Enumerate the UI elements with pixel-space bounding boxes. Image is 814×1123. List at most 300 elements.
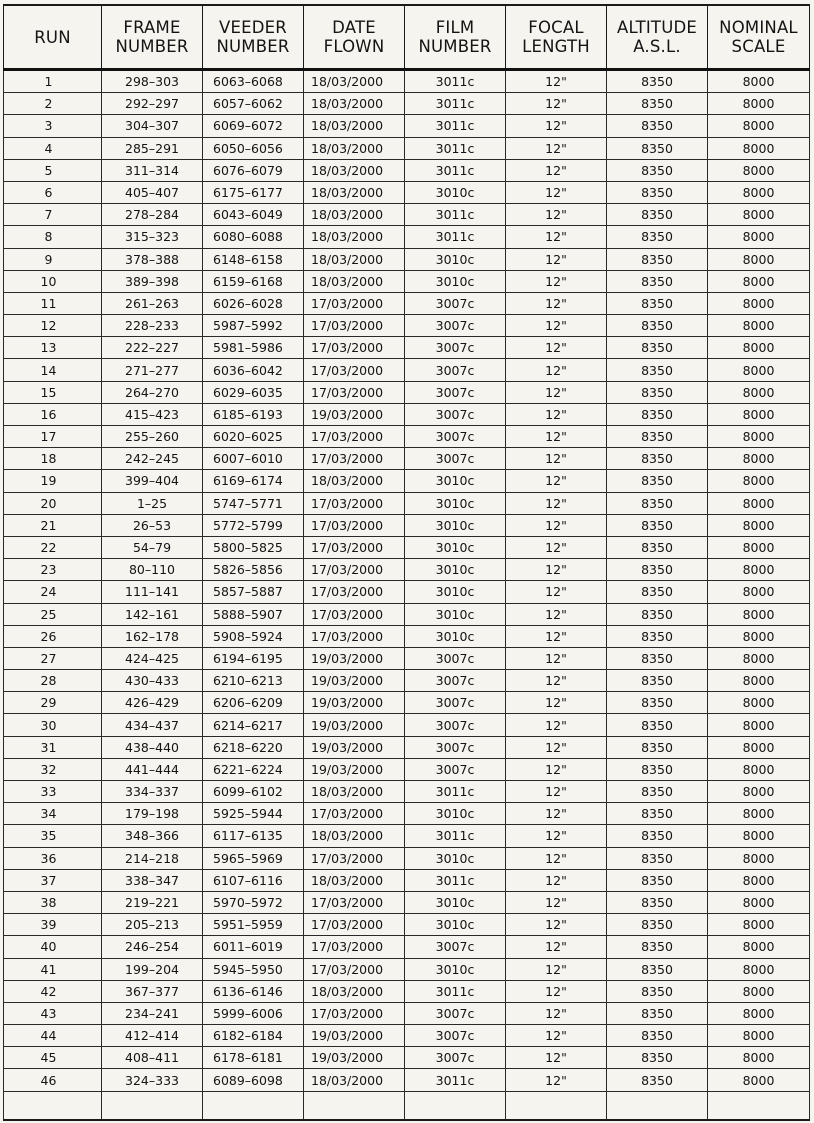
frame-cell: 434–437 <box>102 714 203 736</box>
focal-cell: 12" <box>506 936 607 958</box>
date-cell: 17/03/2000 <box>304 559 405 581</box>
altitude-cell: 8350 <box>607 181 708 203</box>
veeder-cell: 6036–6042 <box>203 359 304 381</box>
date-cell: 17/03/2000 <box>304 625 405 647</box>
frame-cell: 292–297 <box>102 93 203 115</box>
film-cell: 3011c <box>405 137 506 159</box>
table-row <box>4 914 810 936</box>
table-row <box>4 536 810 558</box>
date-cell: 17/03/2000 <box>304 292 405 314</box>
run-cell: 17 <box>4 426 102 448</box>
film-cell: 3010c <box>405 181 506 203</box>
altitude-cell: 8350 <box>607 337 708 359</box>
scale-cell: 8000 <box>708 736 810 758</box>
film-cell: 3011c <box>405 115 506 137</box>
run-cell: 43 <box>4 1002 102 1024</box>
frame-cell: 304–307 <box>102 115 203 137</box>
table-row <box>4 292 810 314</box>
table-row <box>4 936 810 958</box>
scale-cell: 8000 <box>708 559 810 581</box>
scale-cell: 8000 <box>708 670 810 692</box>
date-cell: 18/03/2000 <box>304 226 405 248</box>
film-cell: 3010c <box>405 536 506 558</box>
run-cell: 12 <box>4 315 102 337</box>
run-cell: 38 <box>4 891 102 913</box>
header-run: RUN <box>4 5 102 70</box>
veeder-cell: 5800–5825 <box>203 536 304 558</box>
table-row <box>4 736 810 758</box>
run-cell: 9 <box>4 248 102 270</box>
film-cell: 3007c <box>405 936 506 958</box>
scale-cell: 8000 <box>708 825 810 847</box>
focal-cell: 12" <box>506 359 607 381</box>
run-cell: 39 <box>4 914 102 936</box>
run-cell: 31 <box>4 736 102 758</box>
film-cell: 3011c <box>405 781 506 803</box>
film-cell: 3010c <box>405 470 506 492</box>
date-cell: 19/03/2000 <box>304 714 405 736</box>
date-cell: 19/03/2000 <box>304 758 405 780</box>
date-cell: 18/03/2000 <box>304 980 405 1002</box>
table-row <box>4 1047 810 1069</box>
veeder-cell: 6099–6102 <box>203 781 304 803</box>
focal-cell: 12" <box>506 781 607 803</box>
date-cell: 17/03/2000 <box>304 315 405 337</box>
focal-cell: 12" <box>506 736 607 758</box>
film-cell: 3007c <box>405 337 506 359</box>
film-cell: 3007c <box>405 647 506 669</box>
focal-cell: 12" <box>506 248 607 270</box>
film-cell: 3011c <box>405 204 506 226</box>
table-row <box>4 159 810 181</box>
film-cell: 3010c <box>405 803 506 825</box>
altitude-cell: 8350 <box>607 492 708 514</box>
frame-cell: 405–407 <box>102 181 203 203</box>
table-row <box>4 115 810 137</box>
scale-cell: 8000 <box>708 891 810 913</box>
altitude-cell: 8350 <box>607 315 708 337</box>
scale-cell: 8000 <box>708 781 810 803</box>
run-cell: 15 <box>4 381 102 403</box>
run-cell: 18 <box>4 448 102 470</box>
date-cell: 19/03/2000 <box>304 736 405 758</box>
film-cell: 3011c <box>405 159 506 181</box>
altitude-cell: 8350 <box>607 381 708 403</box>
altitude-cell: 8350 <box>607 559 708 581</box>
film-cell: 3007c <box>405 315 506 337</box>
film-cell: 3010c <box>405 559 506 581</box>
empty-cell <box>102 1091 203 1120</box>
focal-cell: 12" <box>506 758 607 780</box>
film-cell: 3007c <box>405 1047 506 1069</box>
scale-cell: 8000 <box>708 470 810 492</box>
scale-cell: 8000 <box>708 847 810 869</box>
header-nominal-scale: NOMINAL SCALE <box>708 5 810 70</box>
table-row <box>4 625 810 647</box>
veeder-cell: 5970–5972 <box>203 891 304 913</box>
veeder-cell: 6194–6195 <box>203 647 304 669</box>
veeder-cell: 6011–6019 <box>203 936 304 958</box>
altitude-cell: 8350 <box>607 70 708 93</box>
veeder-cell: 5999–6006 <box>203 1002 304 1024</box>
film-cell: 3011c <box>405 93 506 115</box>
veeder-cell: 6185–6193 <box>203 403 304 425</box>
date-cell: 17/03/2000 <box>304 1002 405 1024</box>
focal-cell: 12" <box>506 426 607 448</box>
scale-cell: 8000 <box>708 1069 810 1091</box>
date-cell: 19/03/2000 <box>304 692 405 714</box>
run-cell: 33 <box>4 781 102 803</box>
veeder-cell: 5987–5992 <box>203 315 304 337</box>
run-cell: 36 <box>4 847 102 869</box>
scale-cell: 8000 <box>708 159 810 181</box>
frame-cell: 219–221 <box>102 891 203 913</box>
focal-cell: 12" <box>506 403 607 425</box>
film-cell: 3011c <box>405 869 506 891</box>
frame-cell: 315–323 <box>102 226 203 248</box>
scale-cell: 8000 <box>708 914 810 936</box>
altitude-cell: 8350 <box>607 403 708 425</box>
frame-cell: 408–411 <box>102 1047 203 1069</box>
date-cell: 18/03/2000 <box>304 181 405 203</box>
date-cell: 17/03/2000 <box>304 337 405 359</box>
focal-cell: 12" <box>506 292 607 314</box>
frame-cell: 430–433 <box>102 670 203 692</box>
altitude-cell: 8350 <box>607 758 708 780</box>
scale-cell: 8000 <box>708 536 810 558</box>
date-cell: 18/03/2000 <box>304 1069 405 1091</box>
altitude-cell: 8350 <box>607 1025 708 1047</box>
run-cell: 35 <box>4 825 102 847</box>
altitude-cell: 8350 <box>607 204 708 226</box>
table-row <box>4 581 810 603</box>
film-cell: 3007c <box>405 448 506 470</box>
run-cell: 40 <box>4 936 102 958</box>
frame-cell: 389–398 <box>102 270 203 292</box>
veeder-cell: 6175–6177 <box>203 181 304 203</box>
film-cell: 3010c <box>405 603 506 625</box>
table-row <box>4 869 810 891</box>
empty-cell <box>304 1091 405 1120</box>
table-row <box>4 403 810 425</box>
focal-cell: 12" <box>506 270 607 292</box>
film-cell: 3010c <box>405 847 506 869</box>
frame-cell: 415–423 <box>102 403 203 425</box>
altitude-cell: 8350 <box>607 803 708 825</box>
film-cell: 3010c <box>405 891 506 913</box>
scale-cell: 8000 <box>708 647 810 669</box>
table-row <box>4 470 810 492</box>
frame-cell: 438–440 <box>102 736 203 758</box>
run-cell: 42 <box>4 980 102 1002</box>
veeder-cell: 6182–6184 <box>203 1025 304 1047</box>
date-cell: 18/03/2000 <box>304 70 405 93</box>
frame-cell: 399–404 <box>102 470 203 492</box>
date-cell: 19/03/2000 <box>304 1025 405 1047</box>
run-cell: 21 <box>4 514 102 536</box>
film-cell: 3010c <box>405 958 506 980</box>
table-row <box>4 381 810 403</box>
frame-cell: 334–337 <box>102 781 203 803</box>
date-cell: 17/03/2000 <box>304 492 405 514</box>
table-row <box>4 270 810 292</box>
film-cell: 3011c <box>405 980 506 1002</box>
table-row <box>4 603 810 625</box>
altitude-cell: 8350 <box>607 137 708 159</box>
date-cell: 18/03/2000 <box>304 470 405 492</box>
scale-cell: 8000 <box>708 758 810 780</box>
run-cell: 46 <box>4 1069 102 1091</box>
table-row <box>4 781 810 803</box>
altitude-cell: 8350 <box>607 292 708 314</box>
frame-cell: 80–110 <box>102 559 203 581</box>
focal-cell: 12" <box>506 714 607 736</box>
film-cell: 3011c <box>405 226 506 248</box>
film-cell: 3010c <box>405 270 506 292</box>
focal-cell: 12" <box>506 647 607 669</box>
frame-cell: 214–218 <box>102 847 203 869</box>
focal-cell: 12" <box>506 93 607 115</box>
table-row <box>4 980 810 1002</box>
table-row <box>4 1002 810 1024</box>
focal-cell: 12" <box>506 914 607 936</box>
frame-cell: 348–366 <box>102 825 203 847</box>
veeder-cell: 6057–6062 <box>203 93 304 115</box>
altitude-cell: 8350 <box>607 958 708 980</box>
frame-cell: 367–377 <box>102 980 203 1002</box>
run-cell: 32 <box>4 758 102 780</box>
run-cell: 3 <box>4 115 102 137</box>
film-cell: 3007c <box>405 426 506 448</box>
veeder-cell: 6050–6056 <box>203 137 304 159</box>
frame-cell: 111–141 <box>102 581 203 603</box>
run-cell: 16 <box>4 403 102 425</box>
date-cell: 18/03/2000 <box>304 270 405 292</box>
scale-cell: 8000 <box>708 492 810 514</box>
veeder-cell: 5826–5856 <box>203 559 304 581</box>
header-focal-length: FOCAL LENGTH <box>506 5 607 70</box>
altitude-cell: 8350 <box>607 514 708 536</box>
frame-cell: 54–79 <box>102 536 203 558</box>
table-row <box>4 670 810 692</box>
focal-cell: 12" <box>506 891 607 913</box>
film-cell: 3007c <box>405 670 506 692</box>
focal-cell: 12" <box>506 315 607 337</box>
altitude-cell: 8350 <box>607 536 708 558</box>
date-cell: 17/03/2000 <box>304 514 405 536</box>
focal-cell: 12" <box>506 1047 607 1069</box>
altitude-cell: 8350 <box>607 847 708 869</box>
table-row <box>4 559 810 581</box>
scale-cell: 8000 <box>708 181 810 203</box>
veeder-cell: 5747–5771 <box>203 492 304 514</box>
veeder-cell: 6080–6088 <box>203 226 304 248</box>
run-cell: 34 <box>4 803 102 825</box>
run-cell: 45 <box>4 1047 102 1069</box>
focal-cell: 12" <box>506 581 607 603</box>
run-cell: 14 <box>4 359 102 381</box>
focal-cell: 12" <box>506 847 607 869</box>
altitude-cell: 8350 <box>607 980 708 1002</box>
veeder-cell: 5857–5887 <box>203 581 304 603</box>
altitude-cell: 8350 <box>607 115 708 137</box>
film-cell: 3007c <box>405 359 506 381</box>
header-frame-number: FRAME NUMBER <box>102 5 203 70</box>
table-row <box>4 448 810 470</box>
altitude-cell: 8350 <box>607 226 708 248</box>
veeder-cell: 6210–6213 <box>203 670 304 692</box>
scale-cell: 8000 <box>708 1002 810 1024</box>
veeder-cell: 5965–5969 <box>203 847 304 869</box>
run-cell: 27 <box>4 647 102 669</box>
frame-cell: 199–204 <box>102 958 203 980</box>
frame-cell: 298–303 <box>102 70 203 93</box>
header-veeder-number: VEEDER NUMBER <box>203 5 304 70</box>
run-cell: 20 <box>4 492 102 514</box>
run-cell: 24 <box>4 581 102 603</box>
focal-cell: 12" <box>506 514 607 536</box>
scale-cell: 8000 <box>708 625 810 647</box>
date-cell: 19/03/2000 <box>304 670 405 692</box>
altitude-cell: 8350 <box>607 470 708 492</box>
focal-cell: 12" <box>506 115 607 137</box>
scale-cell: 8000 <box>708 958 810 980</box>
scale-cell: 8000 <box>708 869 810 891</box>
scale-cell: 8000 <box>708 204 810 226</box>
altitude-cell: 8350 <box>607 1069 708 1091</box>
run-cell: 29 <box>4 692 102 714</box>
empty-cell <box>203 1091 304 1120</box>
date-cell: 18/03/2000 <box>304 248 405 270</box>
scale-cell: 8000 <box>708 603 810 625</box>
scale-cell: 8000 <box>708 137 810 159</box>
run-cell: 37 <box>4 869 102 891</box>
film-cell: 3007c <box>405 381 506 403</box>
table-row <box>4 825 810 847</box>
film-cell: 3007c <box>405 1002 506 1024</box>
date-cell: 17/03/2000 <box>304 426 405 448</box>
scale-cell: 8000 <box>708 226 810 248</box>
focal-cell: 12" <box>506 181 607 203</box>
focal-cell: 12" <box>506 204 607 226</box>
table-row <box>4 1069 810 1091</box>
frame-cell: 255–260 <box>102 426 203 448</box>
scale-cell: 8000 <box>708 403 810 425</box>
veeder-cell: 6020–6025 <box>203 426 304 448</box>
table-row <box>4 714 810 736</box>
date-cell: 17/03/2000 <box>304 803 405 825</box>
date-cell: 17/03/2000 <box>304 359 405 381</box>
empty-cell <box>405 1091 506 1120</box>
table-row <box>4 847 810 869</box>
run-cell: 23 <box>4 559 102 581</box>
empty-cell <box>506 1091 607 1120</box>
scale-cell: 8000 <box>708 1025 810 1047</box>
table-row <box>4 803 810 825</box>
table-row <box>4 204 810 226</box>
table-row <box>4 492 810 514</box>
focal-cell: 12" <box>506 692 607 714</box>
altitude-cell: 8350 <box>607 359 708 381</box>
table-row <box>4 248 810 270</box>
veeder-cell: 5888–5907 <box>203 603 304 625</box>
date-cell: 18/03/2000 <box>304 869 405 891</box>
table-row <box>4 426 810 448</box>
table-row <box>4 181 810 203</box>
veeder-cell: 6063–6068 <box>203 70 304 93</box>
altitude-cell: 8350 <box>607 647 708 669</box>
veeder-cell: 6206–6209 <box>203 692 304 714</box>
altitude-cell: 8350 <box>607 670 708 692</box>
date-cell: 17/03/2000 <box>304 603 405 625</box>
altitude-cell: 8350 <box>607 581 708 603</box>
date-cell: 19/03/2000 <box>304 1047 405 1069</box>
film-cell: 3007c <box>405 736 506 758</box>
date-cell: 17/03/2000 <box>304 891 405 913</box>
veeder-cell: 5945–5950 <box>203 958 304 980</box>
frame-cell: 205–213 <box>102 914 203 936</box>
veeder-cell: 6218–6220 <box>203 736 304 758</box>
scale-cell: 8000 <box>708 315 810 337</box>
frame-cell: 285–291 <box>102 137 203 159</box>
scale-cell: 8000 <box>708 270 810 292</box>
scale-cell: 8000 <box>708 115 810 137</box>
film-cell: 3010c <box>405 514 506 536</box>
empty-cell <box>708 1091 810 1120</box>
date-cell: 18/03/2000 <box>304 781 405 803</box>
veeder-cell: 6169–6174 <box>203 470 304 492</box>
film-cell: 3010c <box>405 625 506 647</box>
veeder-cell: 5951–5959 <box>203 914 304 936</box>
table-row <box>4 514 810 536</box>
altitude-cell: 8350 <box>607 714 708 736</box>
focal-cell: 12" <box>506 70 607 93</box>
focal-cell: 12" <box>506 670 607 692</box>
altitude-cell: 8350 <box>607 914 708 936</box>
table-row <box>4 70 810 93</box>
run-cell: 2 <box>4 93 102 115</box>
frame-cell: 234–241 <box>102 1002 203 1024</box>
veeder-cell: 6159–6168 <box>203 270 304 292</box>
altitude-cell: 8350 <box>607 603 708 625</box>
date-cell: 17/03/2000 <box>304 914 405 936</box>
frame-cell: 26–53 <box>102 514 203 536</box>
altitude-cell: 8350 <box>607 448 708 470</box>
film-cell: 3007c <box>405 714 506 736</box>
film-cell: 3011c <box>405 70 506 93</box>
date-cell: 17/03/2000 <box>304 448 405 470</box>
focal-cell: 12" <box>506 536 607 558</box>
veeder-cell: 6007–6010 <box>203 448 304 470</box>
veeder-cell: 6214–6217 <box>203 714 304 736</box>
run-cell: 4 <box>4 137 102 159</box>
altitude-cell: 8350 <box>607 93 708 115</box>
veeder-cell: 5908–5924 <box>203 625 304 647</box>
date-cell: 18/03/2000 <box>304 204 405 226</box>
focal-cell: 12" <box>506 559 607 581</box>
altitude-cell: 8350 <box>607 1047 708 1069</box>
run-cell: 26 <box>4 625 102 647</box>
run-cell: 1 <box>4 70 102 93</box>
scale-cell: 8000 <box>708 980 810 1002</box>
frame-cell: 228–233 <box>102 315 203 337</box>
run-cell: 13 <box>4 337 102 359</box>
table-row <box>4 93 810 115</box>
date-cell: 18/03/2000 <box>304 825 405 847</box>
table-row <box>4 1025 810 1047</box>
veeder-cell: 6117–6135 <box>203 825 304 847</box>
run-cell: 10 <box>4 270 102 292</box>
